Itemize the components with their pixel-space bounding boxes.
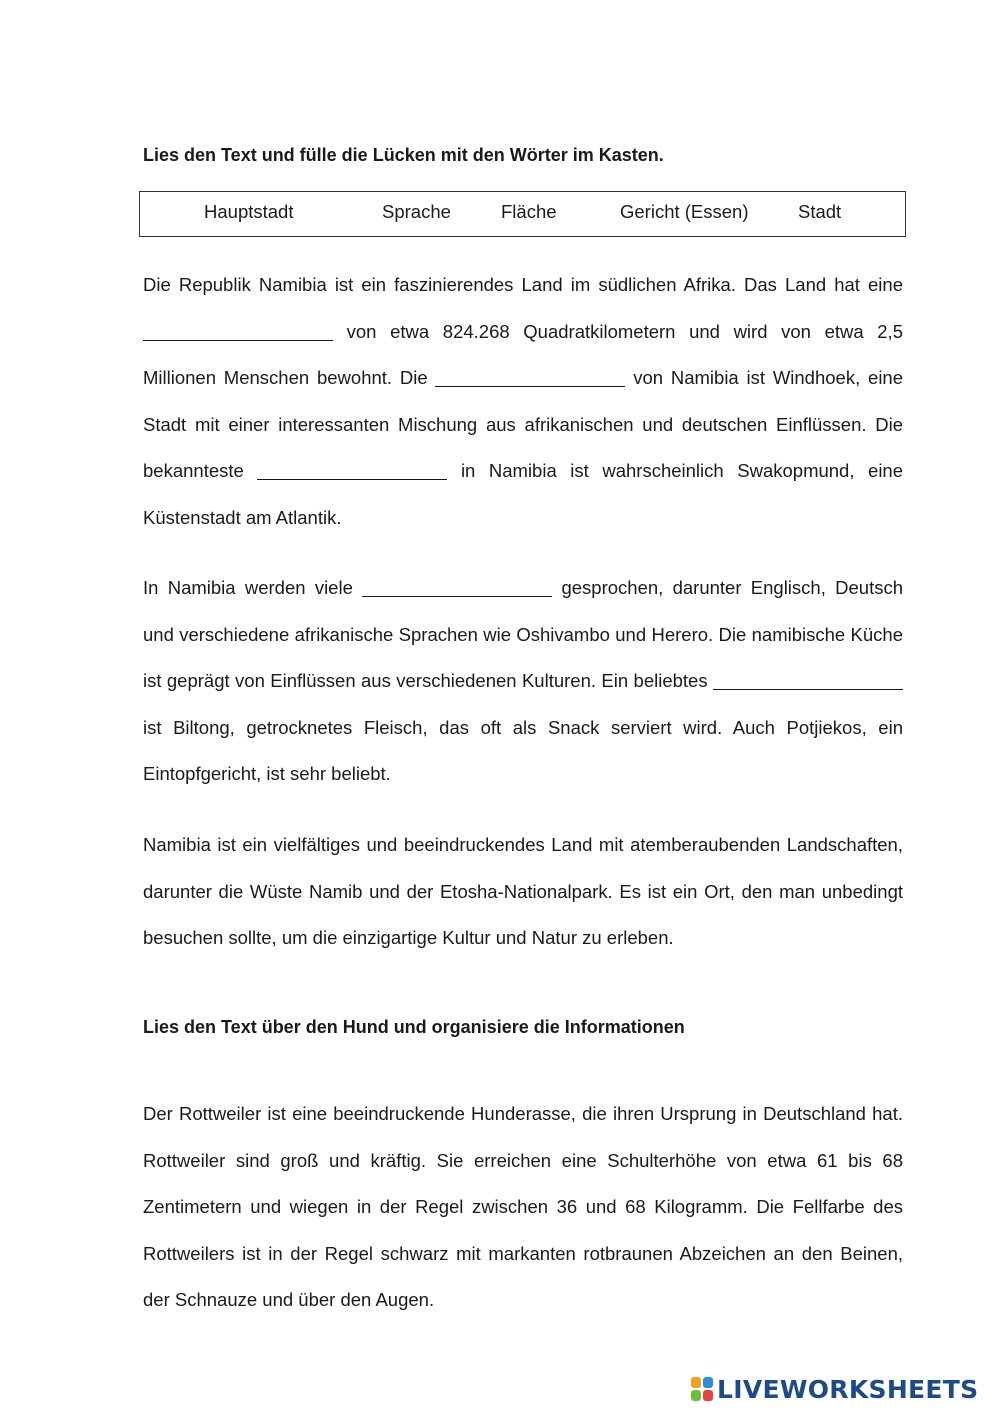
text-segment: ist Biltong, getrocknetes Fleisch, das oft als Snack serviert wird. Auch Potjiekos, ein Eintopfgericht, ist sehr beliebt.	[143, 716, 903, 784]
word-box-item: Sprache	[382, 201, 451, 222]
text-segment: von Namibia ist Windhoek, eine Stadt mit einer interessanten Mischung aus afrikanischen und deutschen Einflüssen. Die bekannteste	[143, 367, 904, 481]
liveworksheets-logo-icon	[691, 1377, 713, 1401]
text-segment: in Namibia ist wahrscheinlich Swakopmund, eine Küstenstadt am Atlantik.	[143, 460, 904, 528]
logo-text: LIVEWORKSHEETS	[717, 1374, 979, 1404]
blank-stadt[interactable]	[257, 459, 447, 480]
word-box-item: Hauptstadt	[204, 201, 294, 222]
blank-gericht[interactable]	[713, 669, 903, 690]
logo-mark-square	[703, 1390, 713, 1401]
logo-mark-square	[703, 1377, 713, 1388]
word-box-item: Gericht (Essen)	[620, 201, 749, 222]
namibia-paragraph-3: Namibia ist ein vielfältiges und beeindruckendes Land mit atemberaubenden Landschaften, darunter die Wüste Namib und der Etosha-Nationalpark. Es ist ein Ort, den man unbedingt besuchen sollte, um die einzigartige Kultur und Natur zu erleben.	[143, 834, 903, 948]
word-box-item: Fläche	[501, 201, 557, 222]
logo-mark-square	[691, 1377, 701, 1388]
exercise1-instruction: Lies den Text und fülle die Lücken mit den Wörter im Kasten.	[143, 145, 664, 165]
word-box	[139, 191, 906, 237]
liveworksheets-logo	[691, 1374, 978, 1404]
word-box-item: Stadt	[798, 201, 842, 222]
rottweiler-paragraph: Der Rottweiler ist eine beeindruckende Hunderasse, die ihren Ursprung in Deutschland hat. Rottweiler sind groß und kräftig. Sie erreichen eine Schulterhöhe von etwa 61 bis 68 Zentimetern und wiegen in der Regel zwischen 36 und 68 Kilogramm. Die Fellfarbe des Rottweilers ist in der Regel schwarz mit markanten rotbraunen Abzeichen an den Beinen, der Schnauze und über den Augen.	[143, 1103, 903, 1310]
text-segment: Die Republik Namibia ist ein faszinierendes Land im südlichen Afrika. Das Land hat eine	[143, 274, 903, 295]
blank-flaeche[interactable]	[143, 319, 333, 340]
namibia-paragraph-1	[143, 262, 903, 541]
text-segment: von etwa 824.268 Quadratkilometern und wird von etwa 2,5 Millionen Menschen bewohnt. Die	[143, 320, 903, 388]
text-segment: In Namibia werden viele	[143, 577, 353, 598]
namibia-paragraph-2	[143, 565, 903, 798]
blank-sprache[interactable]	[362, 576, 552, 597]
logo-mark-square	[691, 1390, 701, 1401]
text-segment: gesprochen, darunter Englisch, Deutsch und verschiedene afrikanische Sprachen wie Oshivambo und Herero. Die namibische Küche ist geprägt von Einflüssen aus verschiedenen Kulturen. Ein beliebtes	[143, 577, 903, 691]
exercise2-instruction: Lies den Text über den Hund und organisiere die Informationen	[143, 1017, 685, 1037]
blank-hauptstadt[interactable]	[435, 366, 625, 387]
